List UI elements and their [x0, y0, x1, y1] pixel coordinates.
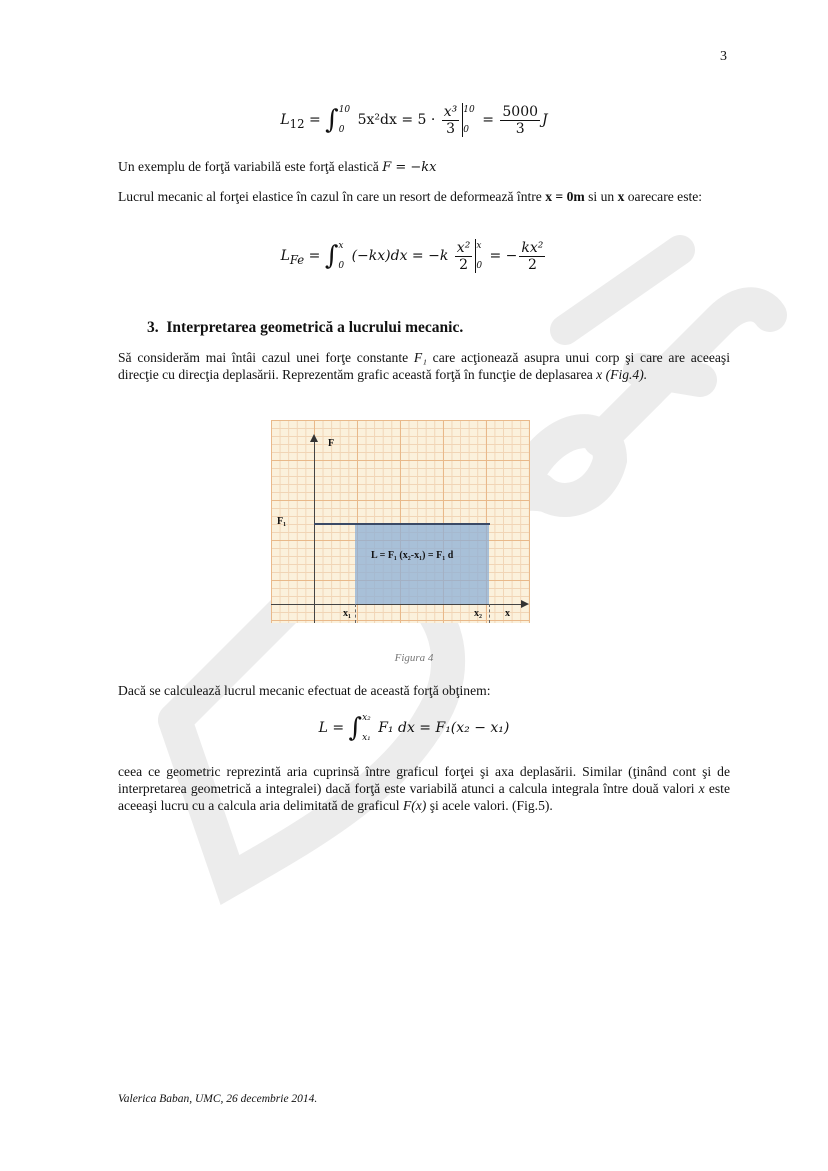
figure-caption: Figura 4 — [394, 652, 434, 664]
paragraph-geometric-meaning: ceea ce geometric reprezintă aria cuprinsă între graficul forţei şi axa deplasării. Similar (ţinând cont şi de interpretarea geometrică a integralei) dacă forţă este variabilă atunci a calcula integrala între două valori x este aceeaşi lucru cu a calcula aria delimitată de graficul F(x) şi acele valori. (Fig.5). — [118, 764, 730, 813]
y-axis — [314, 440, 315, 623]
x2-label: x₂ — [474, 608, 482, 619]
y-axis-label: F — [328, 438, 335, 449]
figure-4-graph — [271, 420, 530, 623]
footer: Valerica Baban, UMC, 26 decembrie 2014. — [118, 1093, 318, 1105]
x1-label: x₁ — [343, 608, 351, 619]
paragraph-constant-force: Să considerăm mai întâi cazul unei forţe constante F₁ care acţionează asupra unui corp şi care are aceeaşi direcţie cu direcţia deplasării. Reprezentăm grafic această forţă în funcţie de deplasarea x (Fig.4). — [118, 350, 730, 382]
equation-work-elastic: $L_{Fe}$ = ∫ x 0 (−kx)dx = −k $\frac{\text{x²}}{2}$ x 0 = − $\frac{\text{kx²}}{2}$ — [280, 239, 544, 273]
x-axis-arrow-icon — [521, 600, 529, 608]
page-number: 3 — [720, 49, 727, 64]
force-line — [314, 523, 490, 525]
y-axis-arrow-icon — [310, 434, 318, 442]
paragraph-elastic-force: Un exemplu de forţă variabilă este forţă elastică F = −kx — [118, 159, 437, 175]
x-axis-label: x — [505, 608, 510, 619]
equation-work-constant: L = ∫ x₂ x₁ F₁ dx = F₁(x₂ − x₁) — [318, 713, 510, 743]
work-area — [355, 524, 489, 604]
x-axis — [271, 604, 523, 605]
x1-marker — [355, 604, 356, 623]
paragraph-elastic-work: Lucrul mecanic al forţei elastice în cazul în care un resort de deformează între x = 0m si un x oarecare este: — [118, 189, 703, 204]
watermark-a — [530, 390, 650, 500]
paragraph-work-calc: Dacă se calculează lucrul mecanic efectuat de această forţă obţinem: — [118, 683, 491, 698]
x2-marker — [489, 604, 490, 623]
equation-work-l12: $L_{12}$ = ∫ 10 0 5x²dx = 5 · $\frac{\text{x³}}{3}$ 10 0 = $\frac{5000}{3}$ J — [280, 103, 548, 137]
section-heading: 3. Interpretarea geometrică a lucrului mecanic. — [147, 319, 464, 336]
f1-label: F₁ — [277, 516, 287, 527]
area-label: L = F₁ (x₂-x₁) = F₁ d — [371, 550, 454, 561]
